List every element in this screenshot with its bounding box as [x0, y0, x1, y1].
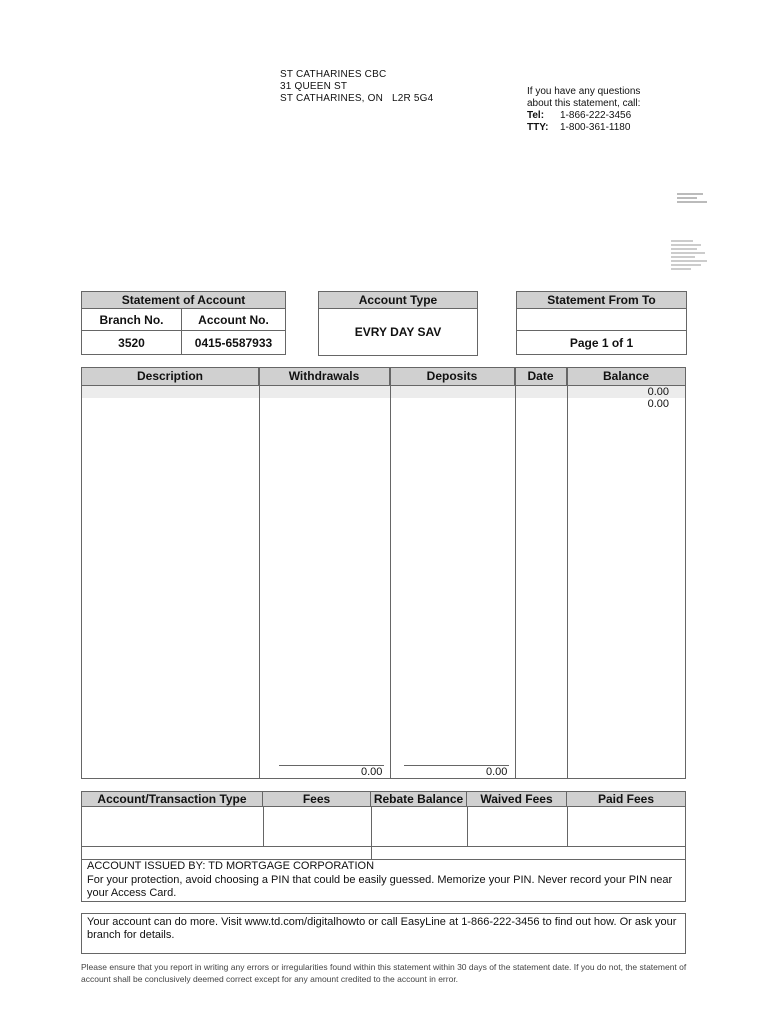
- statement-period-title: Statement From To: [517, 292, 687, 309]
- account-no-label: Account No.: [182, 309, 286, 331]
- shaded-row: [82, 386, 685, 398]
- account-type-title: Account Type: [319, 292, 478, 309]
- tty-label: TTY:: [527, 122, 549, 133]
- col-date: Date: [515, 368, 567, 385]
- contact-line-1: If you have any questions: [527, 86, 641, 97]
- col-fees: Fees: [263, 792, 371, 806]
- contact-line-2: about this statement, call:: [527, 98, 641, 109]
- account-no-value: 0415-6587933: [182, 331, 286, 355]
- page-indicator: Page 1 of 1: [517, 331, 687, 355]
- branch-address-line-2: 31 QUEEN ST: [280, 81, 348, 92]
- account-type-value: EVRY DAY SAV: [319, 309, 478, 356]
- withdrawals-total: 0.00: [361, 766, 383, 778]
- closing-balance: 0.00: [647, 398, 669, 410]
- statement-period-box: [516, 291, 687, 355]
- col-paid-fees: Paid Fees: [597, 792, 655, 806]
- transactions-table: [81, 367, 686, 779]
- pin-notice: For your protection, avoid choosing a PIN that could be easily guessed. Memorize your PIN. Never record your PIN near your Access Card.: [87, 874, 673, 899]
- fees-table: [81, 791, 686, 902]
- col-balance: Balance: [602, 369, 650, 383]
- micro-print-block: [677, 193, 713, 203]
- col-deposits: Deposits: [390, 368, 515, 385]
- opening-balance: 0.00: [647, 386, 669, 398]
- col-withdrawals: Withdrawals: [259, 368, 390, 385]
- promo-text: Your account can do more. Visit www.td.com/digitalhowto or call EasyLine at 1-866-222-3456 to find out how. Or ask your branch for details.: [87, 916, 677, 941]
- account-type-box: [318, 291, 478, 356]
- branch-address-line-3: ST CATHARINES, ON L2R 5G4: [280, 93, 434, 104]
- tty-number: 1-800-361-1180: [560, 122, 631, 133]
- branch-address: [280, 69, 433, 105]
- contact-info: [527, 86, 640, 134]
- col-waived-fees: Waived Fees: [467, 792, 567, 806]
- disclaimer: Please ensure that you report in writing any errors or irregularities found within this statement within 30 days of the statement date. If you do not, the statement of account shall be conclusively deemed correct except for any amount credited to the account in error.: [81, 962, 687, 984]
- issued-by-notice: ACCOUNT ISSUED BY: TD MORTGAGE CORPORATION: [87, 860, 375, 872]
- promo-box: [81, 913, 686, 954]
- statement-period-dates: [517, 309, 687, 331]
- transactions-header: [82, 368, 685, 386]
- branch-address-line-1: ST CATHARINES CBC: [280, 69, 387, 80]
- tel-label: Tel:: [527, 110, 545, 121]
- col-description: Description: [82, 368, 259, 385]
- branch-no-label: Branch No.: [82, 309, 182, 331]
- tel-number: 1-866-222-3456: [560, 110, 632, 121]
- deposits-total: 0.00: [486, 766, 508, 778]
- col-rebate-balance: Rebate Balance: [371, 792, 467, 806]
- micro-print-block-2: [671, 240, 746, 270]
- statement-of-account-box: [81, 291, 286, 355]
- branch-no-value: 3520: [82, 331, 182, 355]
- statement-of-account-title: Statement of Account: [82, 292, 286, 309]
- col-account-transaction-type: Account/Transaction Type: [82, 792, 263, 806]
- fees-header: [82, 792, 685, 807]
